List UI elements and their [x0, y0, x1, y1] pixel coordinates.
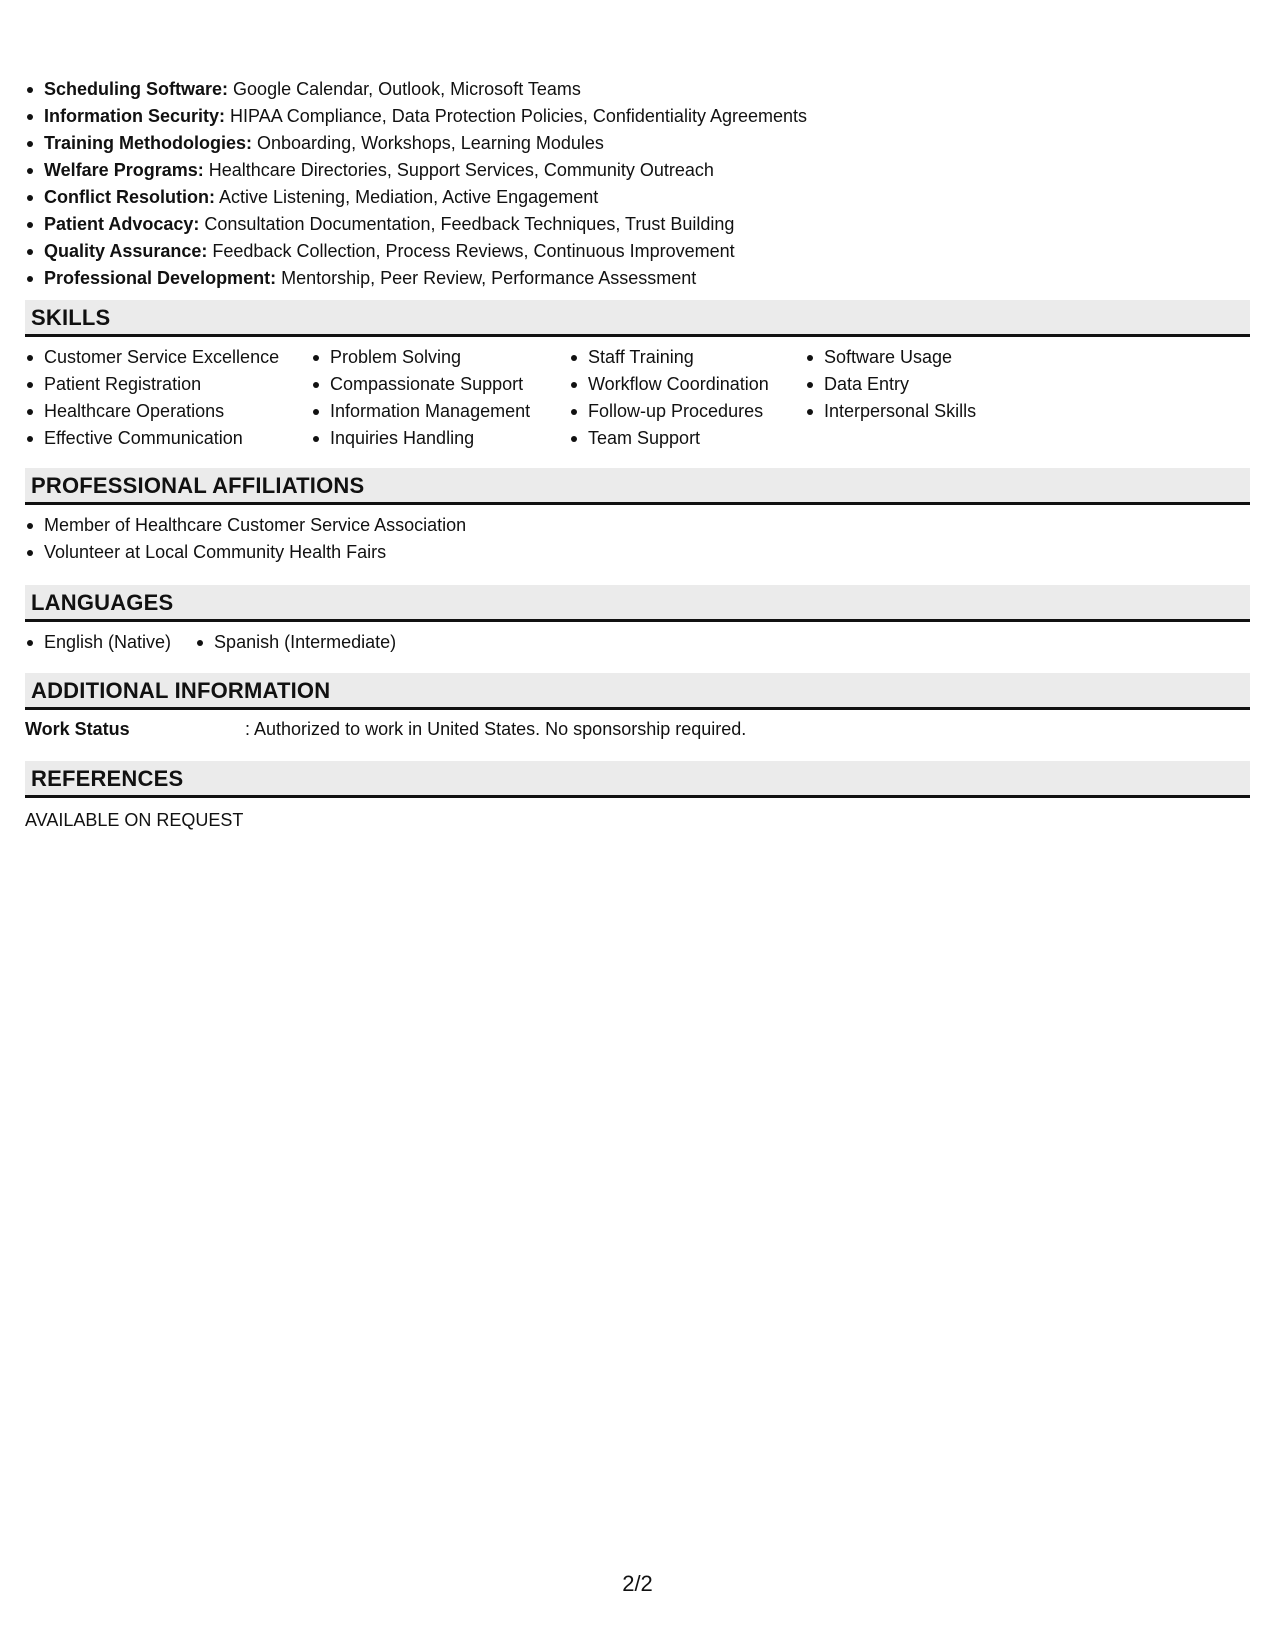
languages-heading: LANGUAGES: [25, 585, 1250, 622]
references-heading: REFERENCES: [25, 761, 1250, 798]
work-status-value: : Authorized to work in United States. No sponsorship required.: [245, 719, 747, 739]
item-label: Information Security:: [44, 106, 226, 126]
skill-item: Staff Training: [569, 344, 769, 371]
languages-list: [25, 629, 1250, 673]
item-label: Welfare Programs:: [44, 160, 204, 180]
item-label: Quality Assurance:: [44, 241, 208, 261]
skill-item: Inquiries Handling: [311, 425, 530, 452]
skill-item: Customer Service Excellence: [25, 344, 279, 371]
item-label: Scheduling Software:: [44, 79, 229, 99]
skill-item: Effective Communication: [25, 425, 279, 452]
skill-item: Patient Registration: [25, 371, 279, 398]
skill-item: Problem Solving: [311, 344, 530, 371]
resume-page: [25, 76, 1250, 834]
skill-item: Workflow Coordination: [569, 371, 769, 398]
references-text: AVAILABLE ON REQUEST: [25, 810, 244, 830]
list-item: [25, 76, 1250, 103]
skills-column-1: [25, 344, 279, 452]
skill-item: Compassionate Support: [311, 371, 530, 398]
skill-item: Interpersonal Skills: [805, 398, 976, 425]
skill-item: Follow-up Procedures: [569, 398, 769, 425]
affiliations-list: [25, 512, 1250, 585]
skills-column-3: [569, 344, 769, 452]
affiliations-heading: PROFESSIONAL AFFILIATIONS: [25, 468, 1250, 505]
item-value: HIPAA Compliance, Data Protection Policies, Confidentiality Agreements: [230, 106, 807, 126]
skill-item: Healthcare Operations: [25, 398, 279, 425]
item-value: Google Calendar, Outlook, Microsoft Teams: [233, 79, 581, 99]
skill-item: Team Support: [569, 425, 769, 452]
technical-skills-section: [25, 76, 1250, 300]
list-item: Volunteer at Local Community Health Fairs: [25, 539, 1250, 566]
work-status-row: [25, 716, 1250, 761]
skill-item: Software Usage: [805, 344, 976, 371]
skills-heading: SKILLS: [25, 300, 1250, 337]
item-value: Onboarding, Workshops, Learning Modules: [257, 133, 604, 153]
work-status-label: Work Status: [25, 719, 130, 739]
list-item: [25, 211, 1250, 238]
item-label: Patient Advocacy:: [44, 214, 200, 234]
skill-item: Information Management: [311, 398, 530, 425]
skill-item: Data Entry: [805, 371, 976, 398]
item-value: Feedback Collection, Process Reviews, Continuous Improvement: [212, 241, 735, 261]
skills-column-2: [311, 344, 530, 452]
list-item: [25, 157, 1250, 184]
list-item: Member of Healthcare Customer Service Association: [25, 512, 1250, 539]
item-label: Training Methodologies:: [44, 133, 252, 153]
item-value: Consultation Documentation, Feedback Techniques, Trust Building: [204, 214, 735, 234]
list-item: [25, 130, 1250, 157]
item-value: Active Listening, Mediation, Active Engagement: [219, 187, 599, 207]
list-item: [25, 103, 1250, 130]
language-item: English (Native): [25, 629, 171, 673]
skills-column-4: [805, 344, 976, 425]
technical-skills-list: [25, 76, 1250, 292]
additional-info-heading: ADDITIONAL INFORMATION: [25, 673, 1250, 710]
page-number: 2/2: [622, 1571, 653, 1596]
language-item: Spanish (Intermediate): [195, 629, 396, 673]
skills-grid: [25, 344, 1250, 468]
list-item: [25, 238, 1250, 265]
list-item: [25, 265, 1250, 292]
item-value: Healthcare Directories, Support Services, Community Outreach: [208, 160, 714, 180]
item-label: Conflict Resolution:: [44, 187, 215, 207]
item-label: Professional Development:: [44, 268, 277, 288]
item-value: Mentorship, Peer Review, Performance Assessment: [281, 268, 697, 288]
list-item: [25, 184, 1250, 211]
